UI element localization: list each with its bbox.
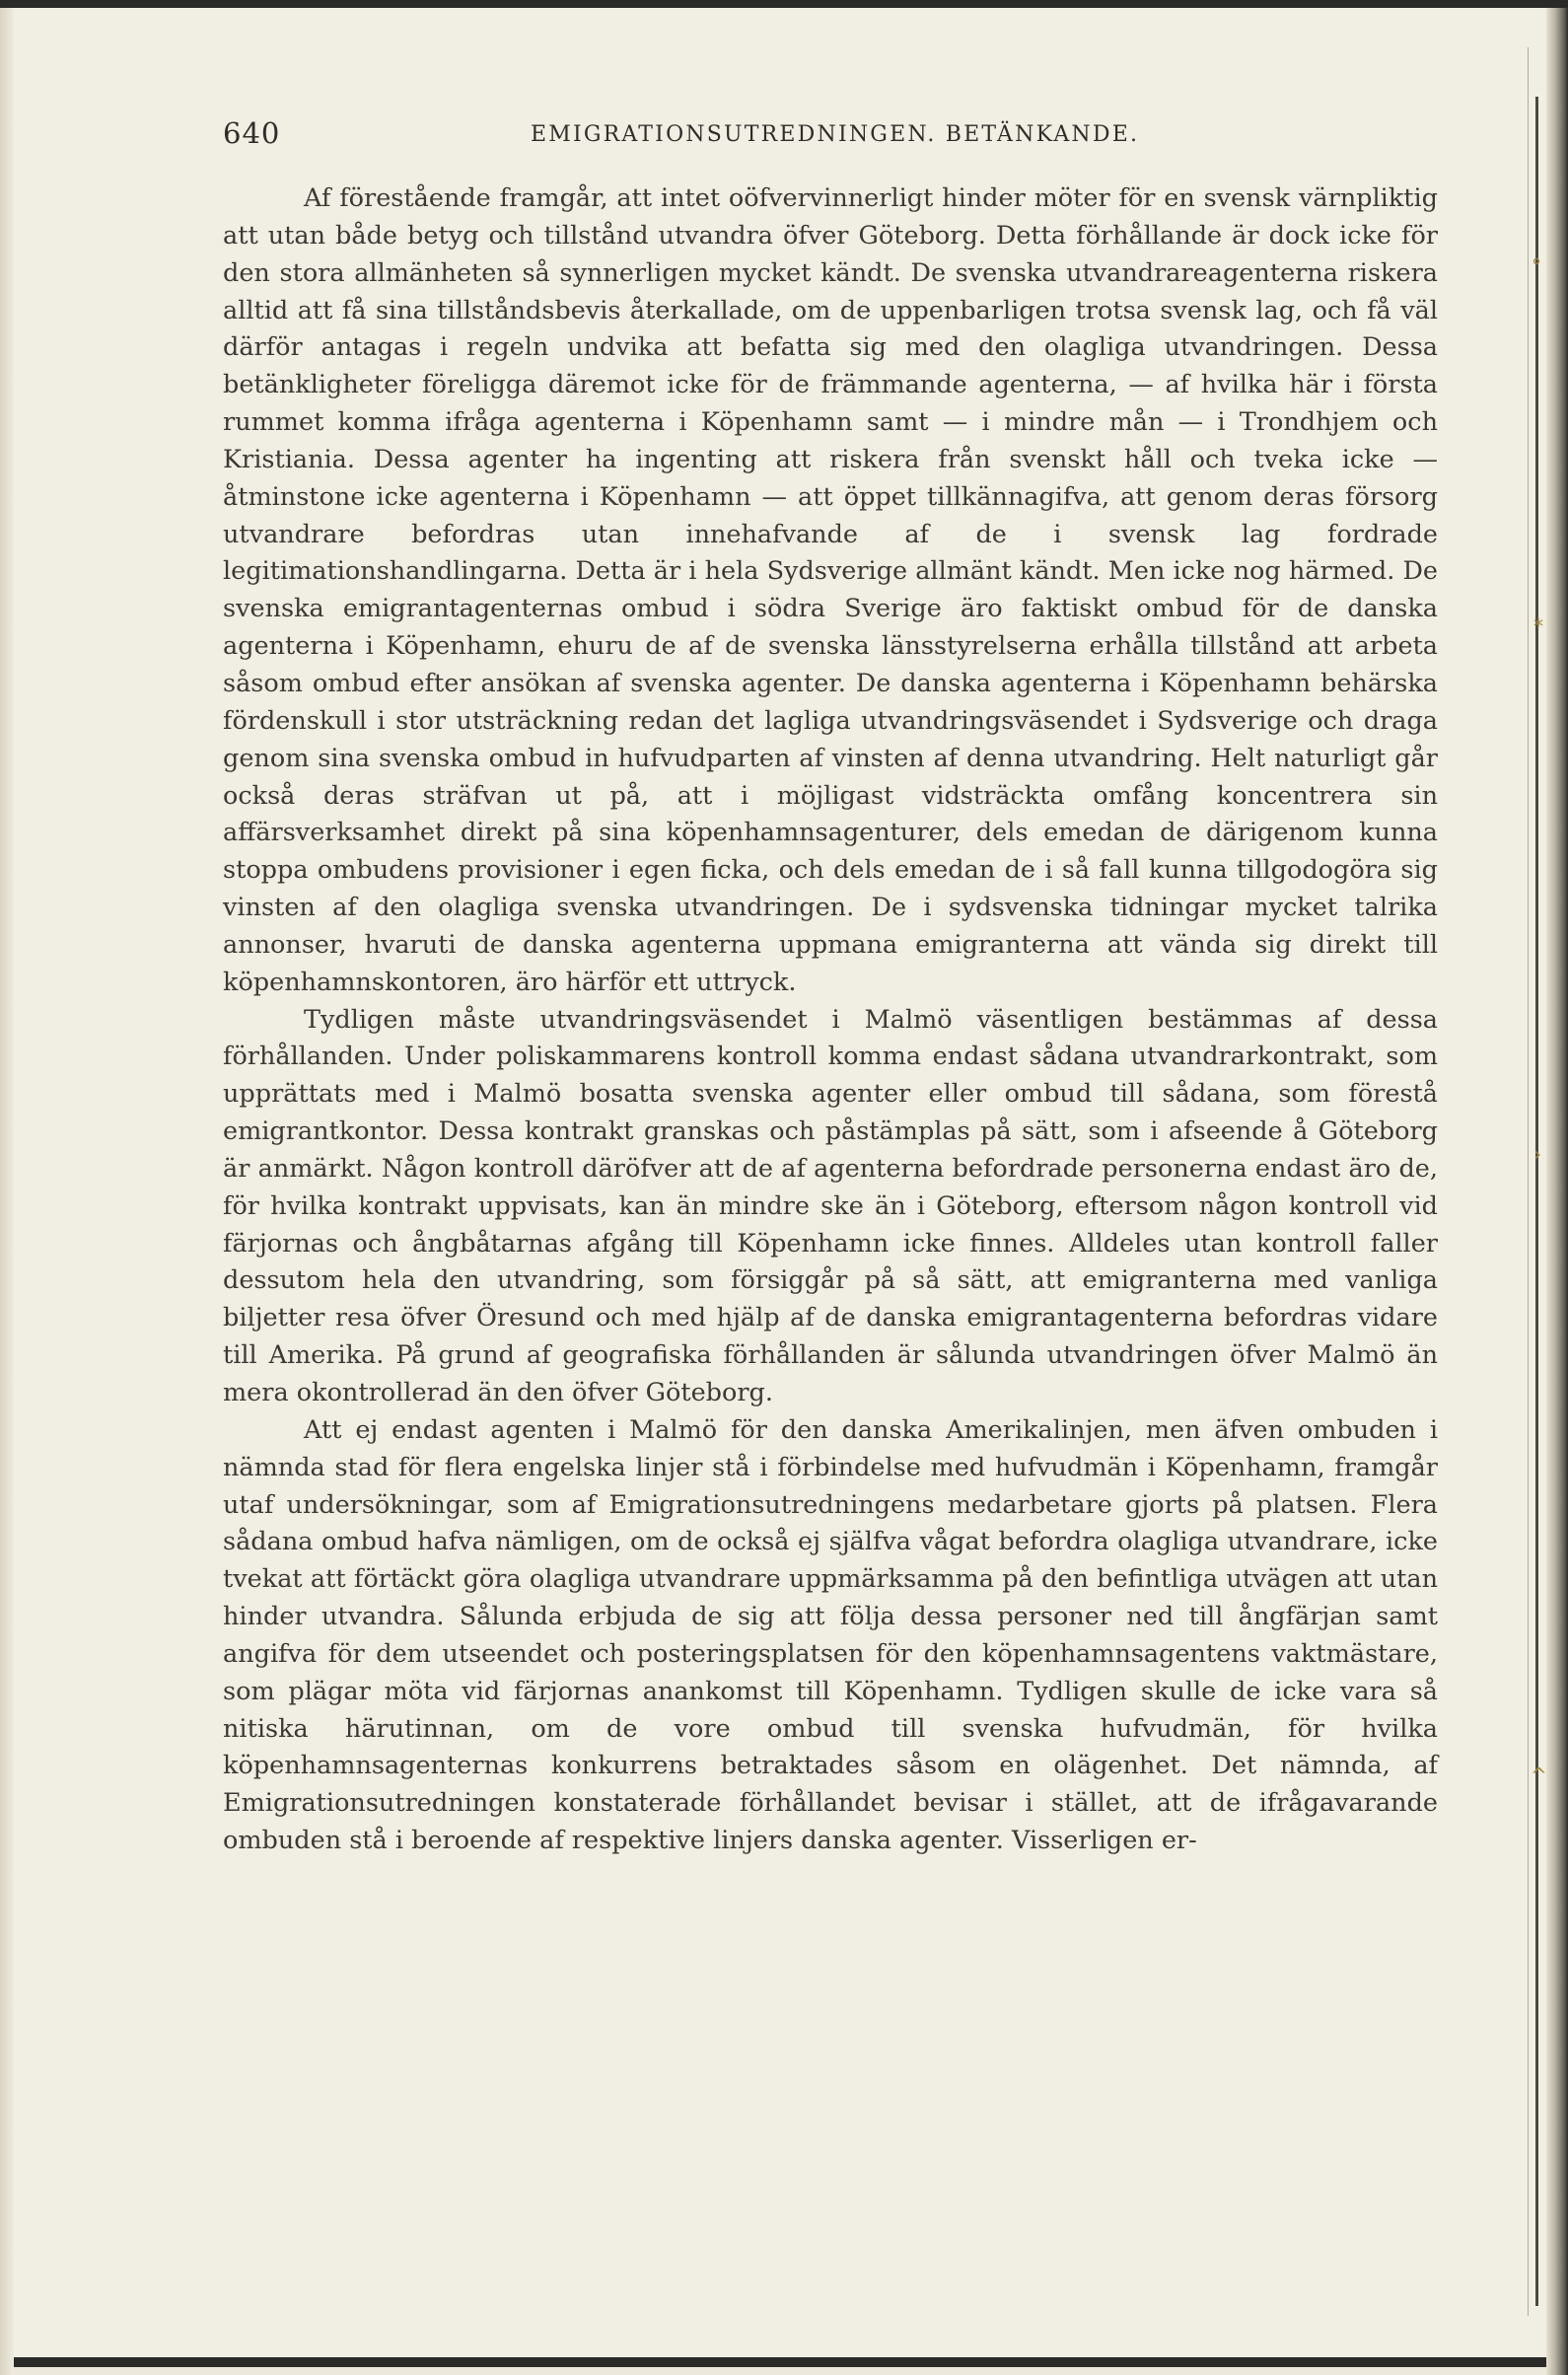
page-number: 640 [223,116,281,150]
binding-fold-line [1528,47,1529,2316]
margin-mark: › [1533,1142,1541,1166]
paragraph-3: Att ej endast agenten i Malmö för den danska Amerikalinjen, men äfven ombuden i nämnda stad för flera engelska linjer stå i förbindelse med hufvudmän i Köpenhamn, framgår utaf undersökningar, som af Emigrationsutredningens medarbetare gjorts på platsen. Flera sådana ombud hafva nämligen, om de också ej själfva vågat befordra olagliga utvandrare, icke tvekat att förtäckt göra olagliga utvandrare uppmärksamma på den befintliga utvägen att utan hinder utvandra. Sålunda erbjuda de sig att följa dessa personer ned till ångfärjan samt angifva för dem utseendet och posteringsplatsen för den köpenhamnsagentens vaktmästare, som plägar möta vid färjornas anankomst till Köpenhamn. Tydligen skulle de icke vara så nitiska härutinnan, om de vore ombud till svenska hufvudmän, för hvilka köpenhamnsagenternas konkurrens betraktades såsom en olägenhet. Det nämnda, af Emigrationsutredningen konstaterade förhållandet bevisar i stället, att de ifrågavarande ombuden stå i beroende af respektive linjers danska agenter. Visserligen er- [223,1414,1438,1856]
margin-mark: * [1533,614,1543,638]
paragraph-1: Af förestående framgår, att intet oöfvervinnerligt hinder möter för en svensk värnpliktig att utan både betyg och tillstånd utvandra öfver Göteborg. Detta förhållande är dock icke för den stora allmänheten så synnerligen mycket kändt. De svenska utvandrareagenterna riskera alltid att få sina tillståndsbevis återkallade, om de uppenbarligen trotsa svensk lag, och få väl därför antagas i regeln undvika att befatta sig med den olagliga utvandringen. Dessa betänkligheter föreligga däremot icke för de främmande agenterna, — af hvilka här i första rummet komma ifråga agenterna i Köpenhamn samt — i mindre mån — i Trondhjem och Kristiania. Dessa agenter ha ingenting att riskera från svenskt håll och tveka icke — åtminstone icke agenterna i Köpenhamn — att öppet tillkännagifva, att genom deras försorg utvandrare befordras utan innehafvande af de i svensk lag fordrade legitimationshandlingarna. Detta är i hela Sydsverige allmänt kändt. Men icke nog härmed. De svenska emigrantagenternas ombud i södra Sverige äro faktiskt ombud för de danska agenterna i Köpenhamn, ehuru de af de svenska länsstyrelserna erhålla tillstånd att arbeta såsom ombud efter ansökan af svenska agenter. De danska agenterna i Köpenhamn behärska fördenskull i stor utsträckning redan det lagliga utvandringsväsendet i Sydsverige och draga genom sina svenska ombud in hufvudparten af vinsten af denna utvandring. Helt naturligt går också deras sträfvan ut på, att i möjligast vidsträckta omfång koncentrera sin affärsverksamhet direkt på sina köpenhamnsagenturer, dels emedan de därigenom kunna stoppa ombudens provisioner i egen ficka, och dels emedan de i så fall kunna tillgodogöra sig vinsten af den olagliga svenska utvandringen. De i sydsvenska tidningar mycket talrika annonser, hvaruti de danska agenterna uppmana emigranterna att vända sig direkt till köpenhamnskontoren, äro härför ett uttryck. [223,183,1438,997]
body-text [223,180,1438,1860]
page-left-edge [0,8,14,2375]
page-binding-edge [1546,8,1568,2375]
running-head: EMIGRATIONSUTREDNINGEN. BETÄNKANDE. [531,122,1140,147]
margin-mark: ° [1532,254,1541,278]
margin-mark: ^ [1531,1763,1547,1787]
paragraph-2: Tydligen måste utvandringsväsendet i Malmö väsentligen bestämmas af dessa förhållanden. Under poliskammarens kontroll komma endast sådana utvandrarkontrakt, som upprättats med i Malmö bosatta svenska agenter eller ombud till sådana, som förestå emigrantkontor. Dessa kontrakt granskas och påstämplas på sätt, som i afseende å Göteborg är anmärkt. Någon kontroll däröfver att de af agenterna befordrade personerna endast äro de, för hvilka kontrakt uppvisats, kan än mindre ske än i Göteborg, eftersom någon kontroll vid färjornas och ångbåtarnas afgång till Köpenhamn icke finnes. Alldeles utan kontroll faller dessutom hela den utvandring, som försiggår på så sätt, att emigranterna med vanliga biljetter resa öfver Öresund och med hjälp af de danska emigrantagenterna befordras vidare till Amerika. På grund af geografiska förhållanden är sålunda utvandringen öfver Malmö än mera okontrollerad än den öfver Göteborg. [223,1004,1438,1407]
page-header [223,116,1436,156]
binding-line [1535,97,1538,2306]
